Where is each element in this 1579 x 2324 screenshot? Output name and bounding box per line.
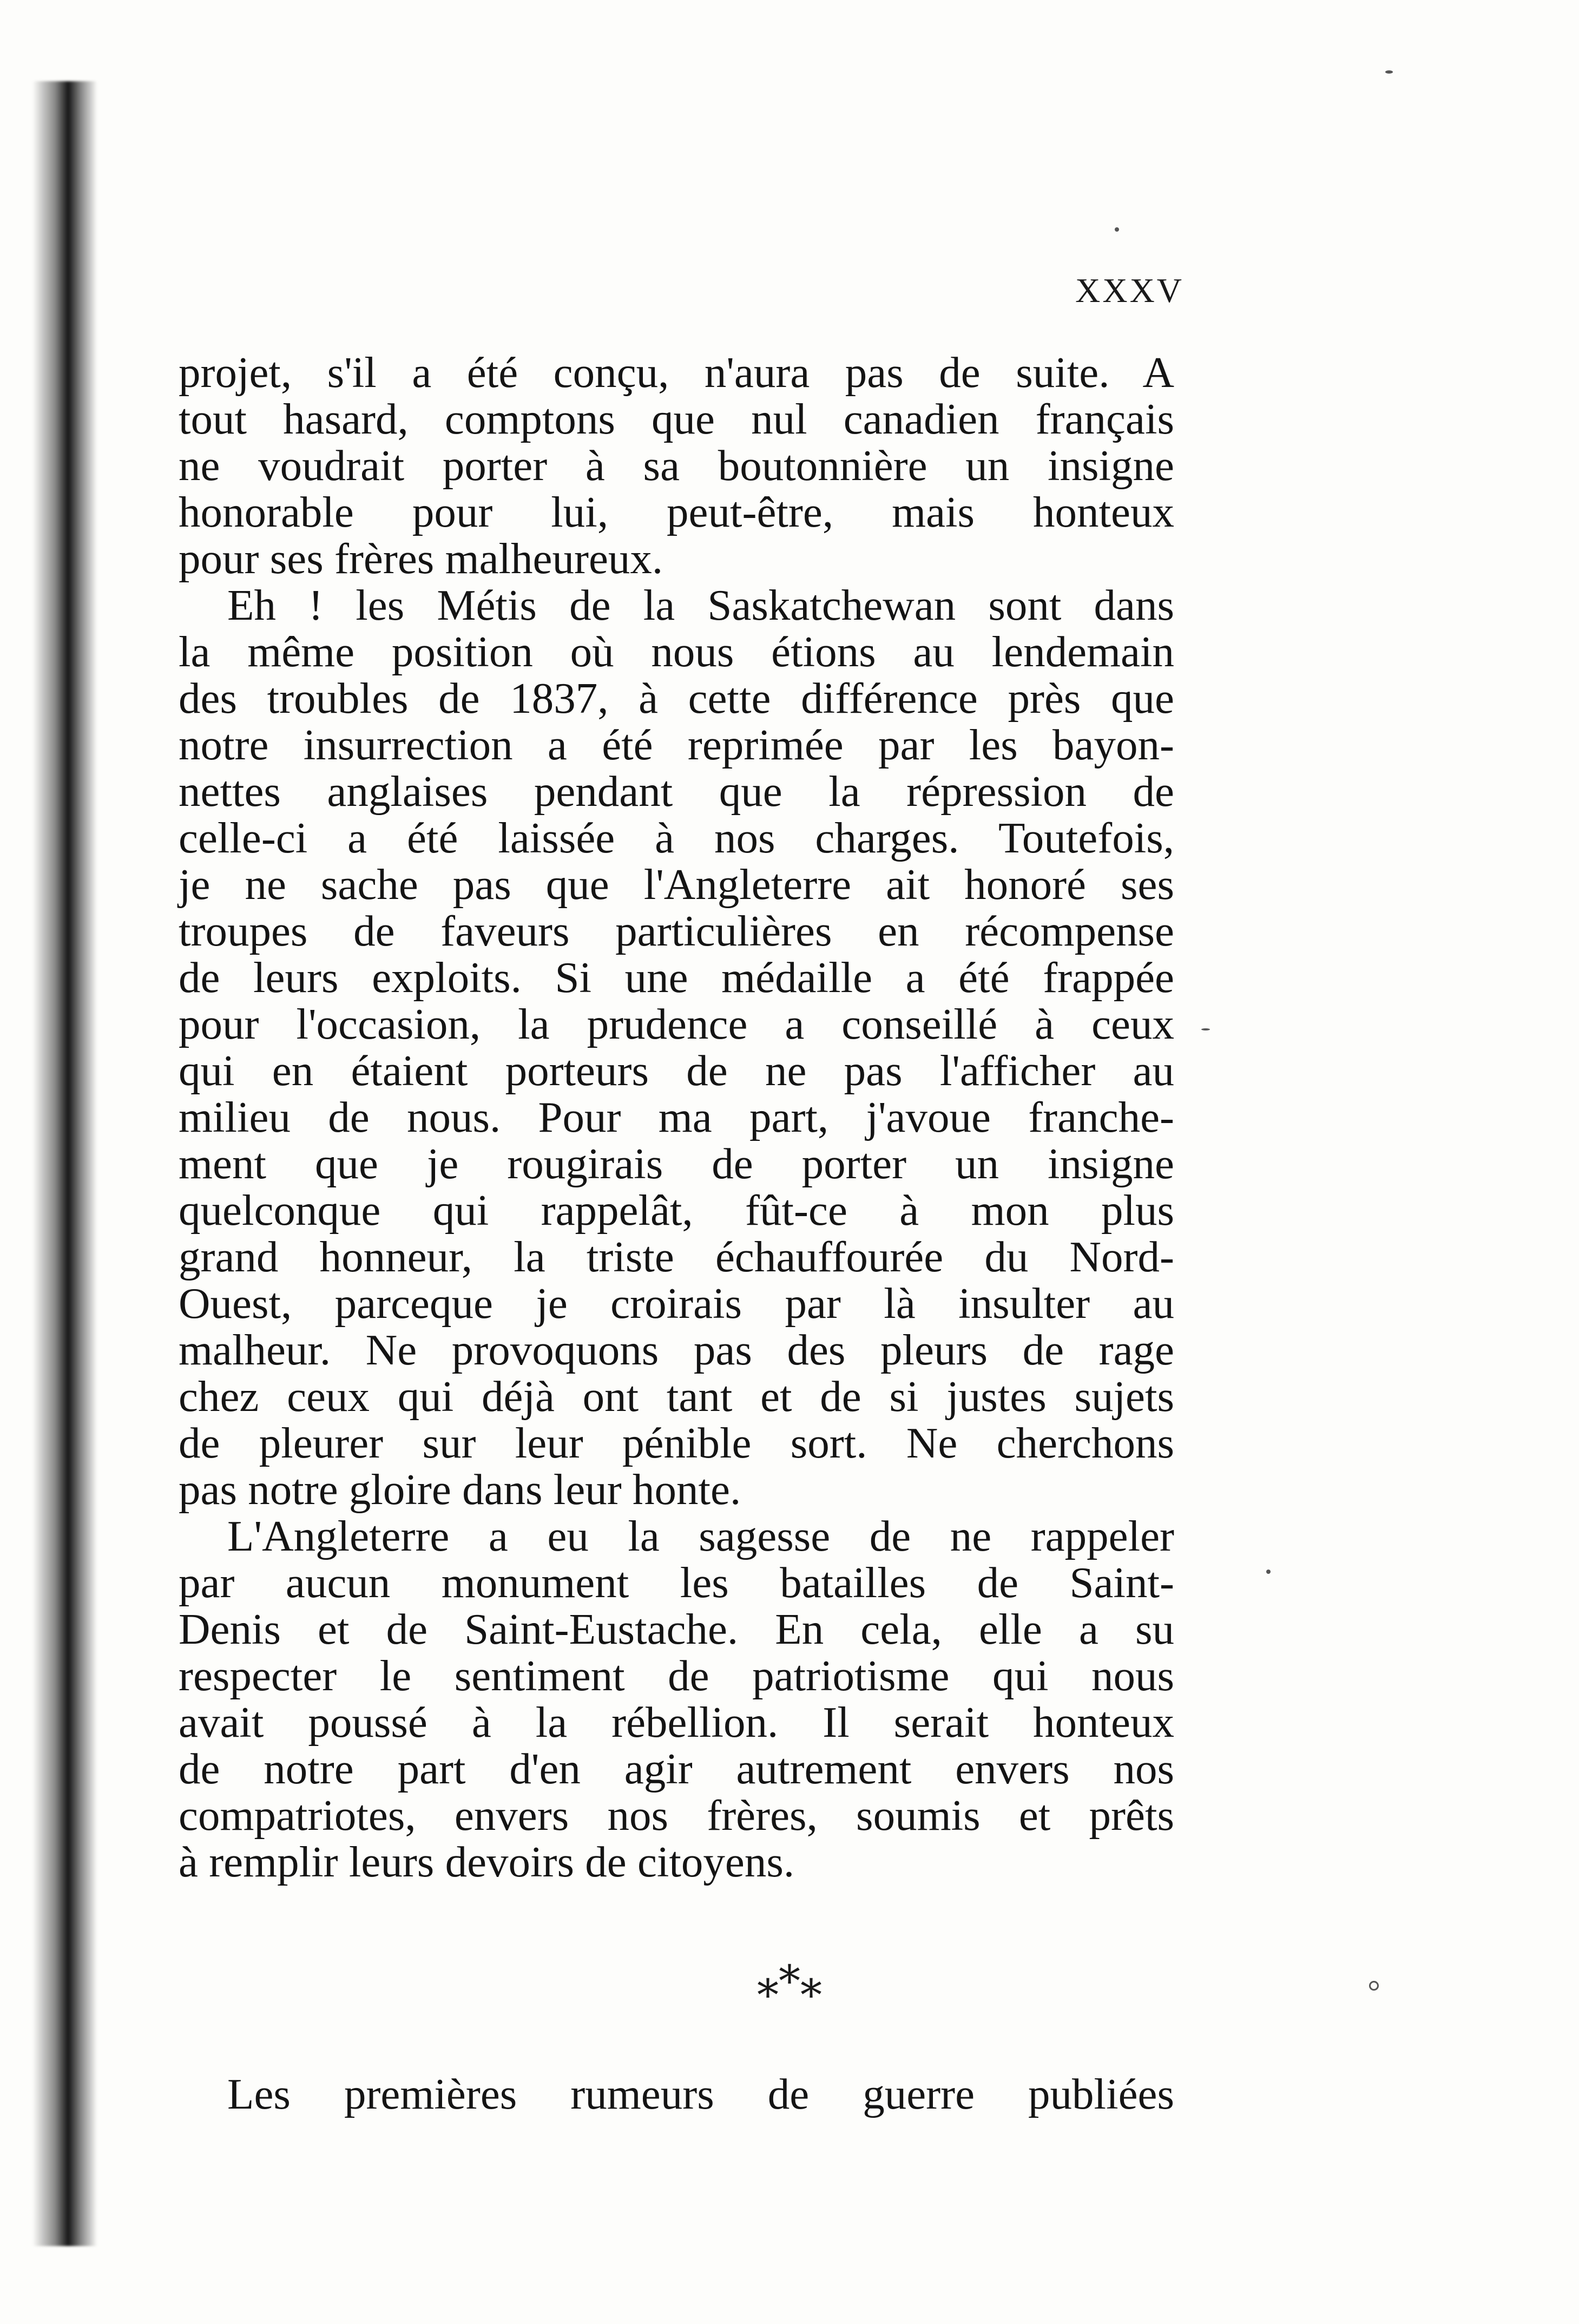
text-line: Denis et de Saint-Eustache. En cela, elle a su xyxy=(179,1605,1174,1653)
text-line: de leurs exploits. Si une médaille a été frappée xyxy=(179,953,1174,1002)
scan-speck xyxy=(1115,227,1119,232)
scan-speck xyxy=(1385,70,1393,74)
page-number: XXXV xyxy=(1075,271,1184,310)
text-line: milieu de nous. Pour ma part, j'avoue franche- xyxy=(179,1093,1174,1141)
text-line: compatriotes, envers nos frères, soumis et prêts xyxy=(179,1791,1174,1840)
scan-speck xyxy=(1266,1570,1271,1574)
text-line: Ouest, parceque je croirais par là insulter au xyxy=(179,1279,1174,1328)
text-line: L'Angleterre a eu la sagesse de ne rappeler xyxy=(227,1512,1174,1560)
text-line: troupes de faveurs particulières en récompense xyxy=(179,907,1174,955)
text-line: Les premières rumeurs de guerre publiées xyxy=(227,2070,1174,2118)
text-line: quelconque qui rappelât, fût-ce à mon plus xyxy=(179,1186,1174,1235)
asterisk-icon: * xyxy=(800,1970,822,2020)
text-line: chez ceux qui déjà ont tant et de si justes sujets xyxy=(179,1372,1174,1421)
text-line: à remplir leurs devoirs de citoyens. xyxy=(179,1837,795,1886)
asterisk-icon: * xyxy=(757,1970,779,2020)
section-separator xyxy=(0,1956,1579,2020)
paragraph-3 xyxy=(179,1513,1174,1885)
text-line: avait poussé à la rébellion. Il serait honteux xyxy=(179,1698,1174,1747)
text-line: de pleurer sur leur pénible sort. Ne cherchons xyxy=(179,1419,1174,1467)
text-line: la même position où nous étions au lendemain xyxy=(179,627,1174,676)
binding-shadow xyxy=(32,81,97,2246)
asterisk-icon: * xyxy=(779,1956,800,2006)
text-line: pour ses frères malheureux. xyxy=(179,534,663,583)
body-text xyxy=(179,349,1174,1885)
scan-speck xyxy=(1369,1981,1379,1991)
text-line: ment que je rougirais de porter un insigne xyxy=(179,1139,1174,1188)
text-line: honorable pour lui, peut-être, mais honteux xyxy=(179,488,1174,536)
scan-speck xyxy=(1201,1028,1210,1030)
text-line: Eh ! les Métis de la Saskatchewan sont dans xyxy=(227,581,1174,629)
text-line: nettes anglaises pendant que la répression de xyxy=(179,767,1174,816)
text-line: des troubles de 1837, à cette différence près que xyxy=(179,674,1174,723)
text-line: notre insurrection a été reprimée par les bayon- xyxy=(179,720,1174,769)
text-line: malheur. Ne provoquons pas des pleurs de rage xyxy=(179,1325,1174,1374)
text-line: de notre part d'en agir autrement envers nos xyxy=(179,1744,1174,1793)
text-line: ne voudrait porter à sa boutonnière un insigne xyxy=(179,441,1174,490)
text-line: projet, s'il a été conçu, n'aura pas de suite. A xyxy=(179,348,1174,397)
text-line: pour l'occasion, la prudence a conseillé à ceux xyxy=(179,1000,1174,1048)
paragraph-1 xyxy=(179,349,1174,582)
text-line: pas notre gloire dans leur honte. xyxy=(179,1465,741,1514)
text-line: par aucun monument les batailles de Saint- xyxy=(179,1558,1174,1607)
text-line: qui en étaient porteurs de ne pas l'afficher au xyxy=(179,1046,1174,1095)
text-line: respecter le sentiment de patriotisme qui nous xyxy=(179,1651,1174,1700)
text-line: grand honneur, la triste échauffourée du Nord- xyxy=(179,1232,1174,1281)
text-line: tout hasard, comptons que nul canadien français xyxy=(179,395,1174,443)
text-line: celle-ci a été laissée à nos charges. Toutefois, xyxy=(179,813,1174,862)
paragraph-2 xyxy=(179,582,1174,1513)
text-line: je ne sache pas que l'Angleterre ait honoré ses xyxy=(179,860,1174,909)
